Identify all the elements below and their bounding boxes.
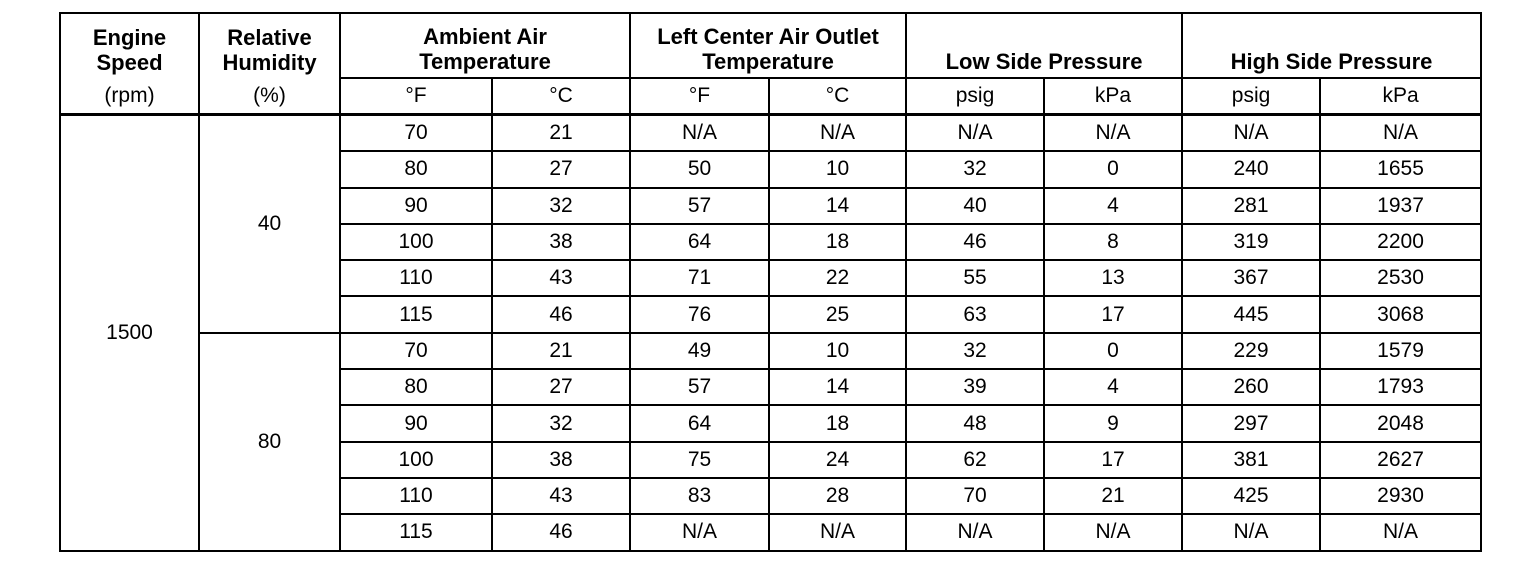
cell-ambient-f: 70 — [340, 115, 492, 152]
cell-outlet-c: N/A — [769, 514, 906, 550]
cell-outlet-f: 64 — [630, 405, 769, 441]
cell-outlet-c: 14 — [769, 188, 906, 224]
cell-low-kpa: 21 — [1044, 478, 1182, 514]
unit-ambient-f: °F — [340, 78, 492, 115]
header-high-side-pressure: High Side Pressure — [1182, 13, 1481, 78]
cell-low-kpa: 8 — [1044, 224, 1182, 260]
cell-ambient-f: 90 — [340, 405, 492, 441]
cell-ambient-f: 90 — [340, 188, 492, 224]
cell-low-kpa: 17 — [1044, 442, 1182, 478]
header-ambient-air-temperature: Ambient Air Temperature — [340, 13, 630, 78]
cell-high-psig: N/A — [1182, 514, 1320, 550]
cell-low-kpa: 9 — [1044, 405, 1182, 441]
cell-high-psig: 425 — [1182, 478, 1320, 514]
cell-high-psig: 319 — [1182, 224, 1320, 260]
cell-outlet-c: 10 — [769, 151, 906, 187]
cell-outlet-f: N/A — [630, 514, 769, 550]
cell-ambient-c: 32 — [492, 405, 630, 441]
cell-outlet-f: 64 — [630, 224, 769, 260]
unit-low-kpa: kPa — [1044, 78, 1182, 115]
cell-low-psig: 39 — [906, 369, 1044, 405]
cell-outlet-f: 76 — [630, 296, 769, 332]
cell-high-kpa: 2627 — [1320, 442, 1481, 478]
cell-high-kpa: 1937 — [1320, 188, 1481, 224]
cell-high-kpa: 3068 — [1320, 296, 1481, 332]
cell-high-psig: 240 — [1182, 151, 1320, 187]
cell-outlet-f: 57 — [630, 188, 769, 224]
cell-high-kpa: N/A — [1320, 514, 1481, 550]
header-left-center-air-outlet-temperature: Left Center Air Outlet Temperature — [630, 13, 906, 78]
cell-low-psig: 32 — [906, 151, 1044, 187]
cell-ambient-c: 21 — [492, 115, 630, 152]
unit-high-kpa: kPa — [1320, 78, 1481, 115]
cell-low-psig: 48 — [906, 405, 1044, 441]
cell-low-psig: 70 — [906, 478, 1044, 514]
cell-high-kpa: 2200 — [1320, 224, 1481, 260]
header-row — [60, 13, 1481, 78]
cell-low-kpa: 4 — [1044, 188, 1182, 224]
cell-high-kpa: 1655 — [1320, 151, 1481, 187]
unit-rpm: (rpm) — [60, 78, 199, 115]
cell-low-psig: 46 — [906, 224, 1044, 260]
cell-ambient-f: 110 — [340, 478, 492, 514]
cell-ambient-f: 100 — [340, 224, 492, 260]
cell-ambient-f: 80 — [340, 369, 492, 405]
header-low-side-pressure: Low Side Pressure — [906, 13, 1182, 78]
cell-ambient-c: 27 — [492, 369, 630, 405]
cell-high-kpa: 1793 — [1320, 369, 1481, 405]
cell-low-psig: 63 — [906, 296, 1044, 332]
cell-ambient-c: 32 — [492, 188, 630, 224]
cell-ambient-f: 115 — [340, 296, 492, 332]
cell-low-kpa: 0 — [1044, 151, 1182, 187]
cell-outlet-c: 22 — [769, 260, 906, 296]
unit-low-psig: psig — [906, 78, 1044, 115]
cell-high-kpa: N/A — [1320, 115, 1481, 152]
unit-outlet-f: °F — [630, 78, 769, 115]
cell-low-kpa: 0 — [1044, 333, 1182, 369]
header-relative-humidity: Relative Humidity — [199, 13, 340, 78]
cell-ambient-c: 43 — [492, 478, 630, 514]
humidity-cell: 40 — [199, 115, 340, 333]
cell-low-kpa: N/A — [1044, 115, 1182, 152]
cell-low-kpa: 17 — [1044, 296, 1182, 332]
cell-ambient-f: 115 — [340, 514, 492, 550]
cell-high-psig: N/A — [1182, 115, 1320, 152]
cell-outlet-c: 25 — [769, 296, 906, 332]
cell-outlet-f: 75 — [630, 442, 769, 478]
cell-outlet-c: 14 — [769, 369, 906, 405]
cell-low-psig: N/A — [906, 514, 1044, 550]
cell-outlet-f: 49 — [630, 333, 769, 369]
header-engine-speed: Engine Speed — [60, 13, 199, 78]
cell-high-psig: 281 — [1182, 188, 1320, 224]
cell-high-kpa: 1579 — [1320, 333, 1481, 369]
cell-ambient-c: 21 — [492, 333, 630, 369]
cell-outlet-c: 10 — [769, 333, 906, 369]
cell-low-kpa: 4 — [1044, 369, 1182, 405]
cell-low-kpa: 13 — [1044, 260, 1182, 296]
cell-outlet-f: 57 — [630, 369, 769, 405]
cell-ambient-c: 38 — [492, 442, 630, 478]
cell-ambient-c: 38 — [492, 224, 630, 260]
engine-speed-cell: 1500 — [60, 115, 199, 551]
table-row — [60, 333, 1481, 369]
cell-ambient-f: 110 — [340, 260, 492, 296]
cell-ambient-f: 100 — [340, 442, 492, 478]
cell-outlet-f: N/A — [630, 115, 769, 152]
cell-high-psig: 381 — [1182, 442, 1320, 478]
cell-outlet-c: 28 — [769, 478, 906, 514]
cell-outlet-f: 83 — [630, 478, 769, 514]
table-row — [60, 115, 1481, 152]
cell-low-psig: N/A — [906, 115, 1044, 152]
cell-low-psig: 32 — [906, 333, 1044, 369]
cell-low-psig: 40 — [906, 188, 1044, 224]
cell-high-kpa: 2048 — [1320, 405, 1481, 441]
cell-ambient-c: 27 — [492, 151, 630, 187]
unit-percent: (%) — [199, 78, 340, 115]
table-body — [60, 13, 1481, 551]
cell-low-kpa: N/A — [1044, 514, 1182, 550]
humidity-cell: 80 — [199, 333, 340, 551]
cell-ambient-c: 46 — [492, 514, 630, 550]
cell-ambient-c: 46 — [492, 296, 630, 332]
cell-outlet-c: 18 — [769, 224, 906, 260]
unit-high-psig: psig — [1182, 78, 1320, 115]
cell-high-psig: 367 — [1182, 260, 1320, 296]
cell-high-psig: 297 — [1182, 405, 1320, 441]
cell-low-psig: 62 — [906, 442, 1044, 478]
cell-ambient-f: 70 — [340, 333, 492, 369]
cell-ambient-c: 43 — [492, 260, 630, 296]
cell-outlet-c: 18 — [769, 405, 906, 441]
cell-high-psig: 260 — [1182, 369, 1320, 405]
cell-high-kpa: 2930 — [1320, 478, 1481, 514]
cell-outlet-f: 71 — [630, 260, 769, 296]
cell-low-psig: 55 — [906, 260, 1044, 296]
ac-performance-table — [59, 12, 1482, 552]
cell-ambient-f: 80 — [340, 151, 492, 187]
cell-outlet-f: 50 — [630, 151, 769, 187]
cell-outlet-c: 24 — [769, 442, 906, 478]
cell-high-psig: 229 — [1182, 333, 1320, 369]
units-row — [60, 78, 1481, 115]
cell-high-psig: 445 — [1182, 296, 1320, 332]
cell-high-kpa: 2530 — [1320, 260, 1481, 296]
unit-ambient-c: °C — [492, 78, 630, 115]
unit-outlet-c: °C — [769, 78, 906, 115]
cell-outlet-c: N/A — [769, 115, 906, 152]
